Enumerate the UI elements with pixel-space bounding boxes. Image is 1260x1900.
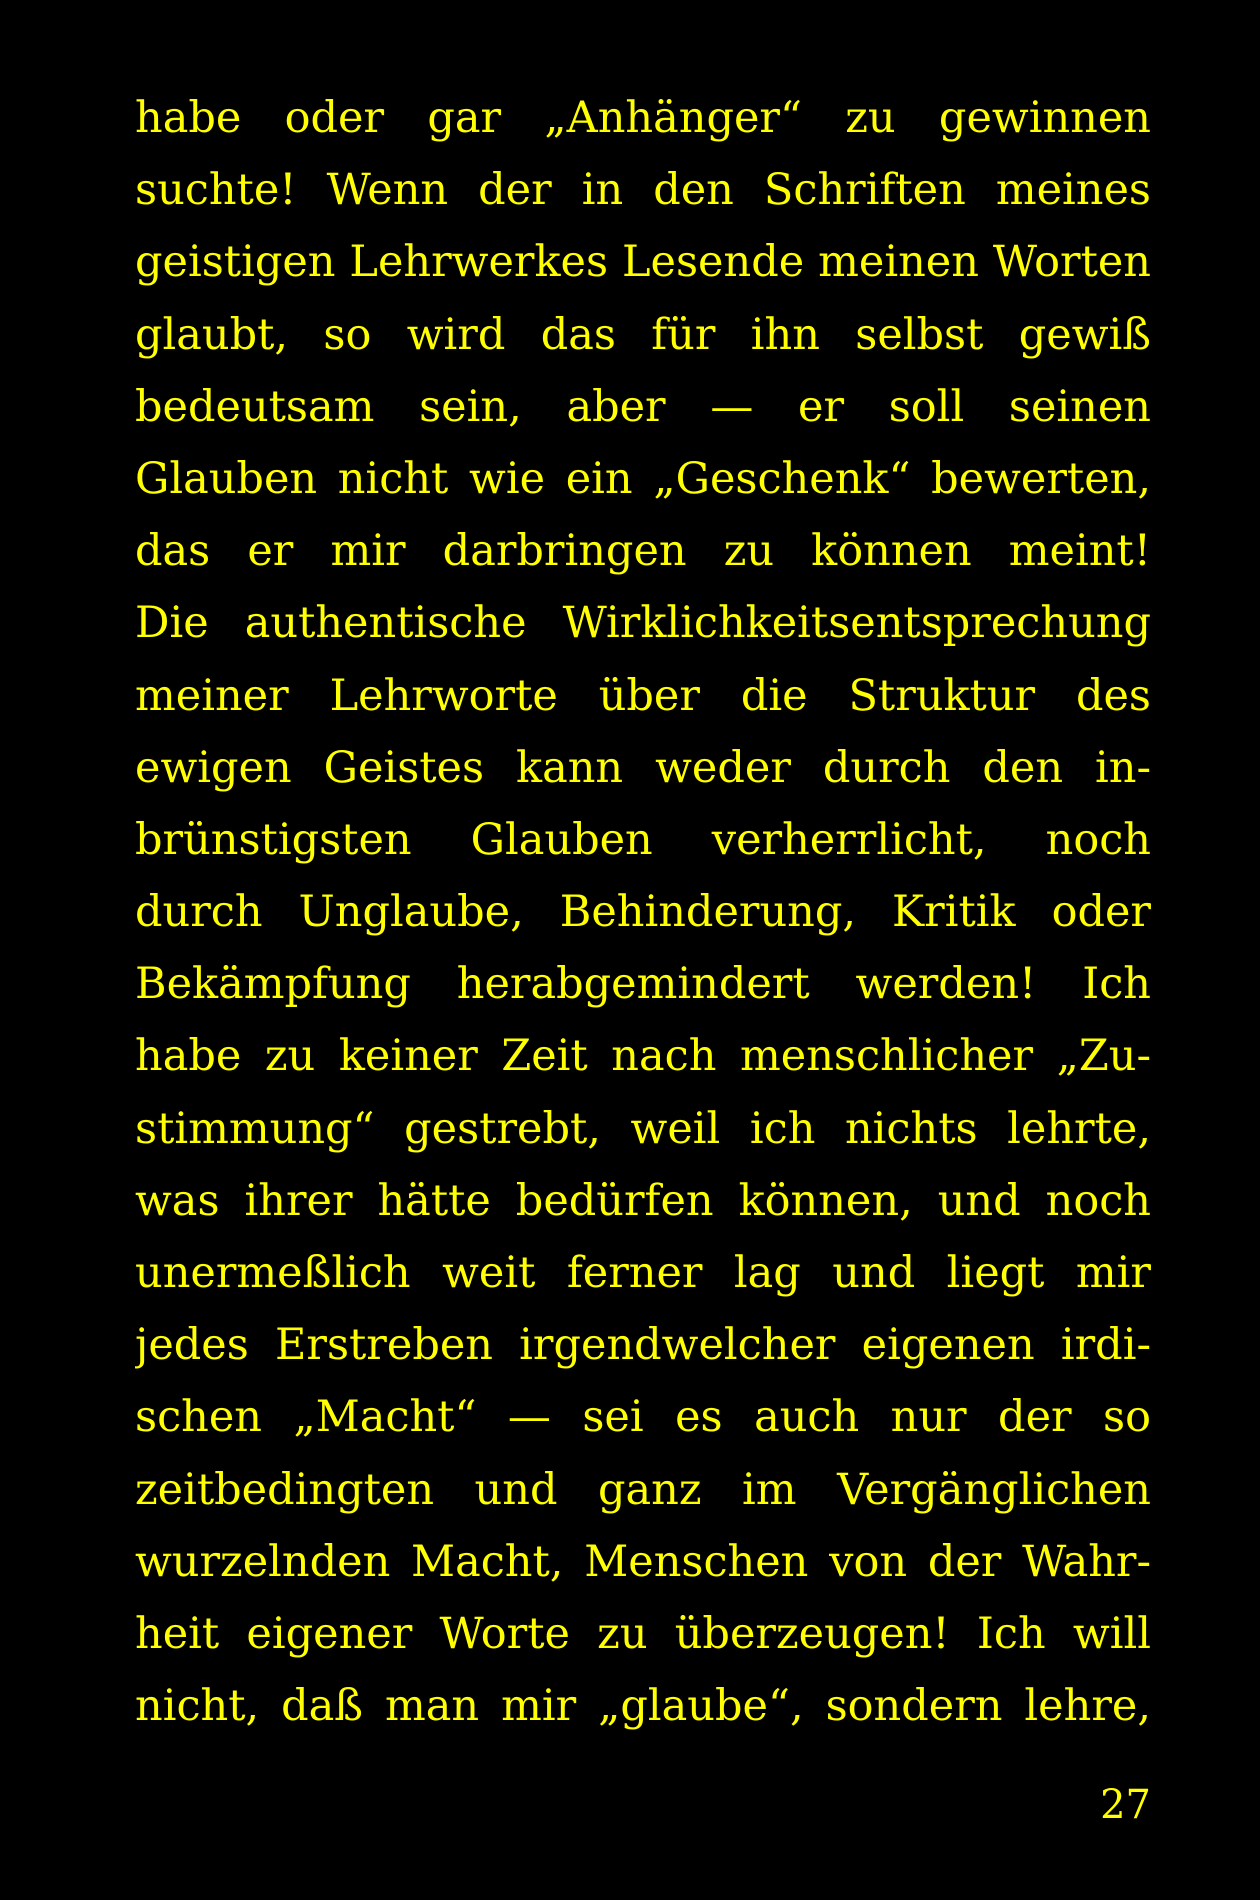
text-line: das er mir darbringen zu können meint! xyxy=(135,526,1151,577)
text-line: Glauben nicht wie ein „Geschenk“ bewerten, xyxy=(135,453,1151,504)
text-line: stimmung“ gestrebt, weil ich nichts lehrte, xyxy=(135,1103,1151,1154)
text-line: was ihrer hätte bedürfen können, und noch xyxy=(135,1175,1151,1226)
text-line: wurzelnden Macht, Menschen von der Wahr- xyxy=(135,1536,1151,1587)
text-line: brünstigsten Glauben verherrlicht, noch xyxy=(135,814,1151,865)
text-line: schen „Macht“ — sei es auch nur der so xyxy=(135,1392,1151,1443)
text-line: Bekämpfung herabgemindert werden! Ich xyxy=(135,959,1151,1010)
text-line: zeitbedingten und ganz im Vergänglichen xyxy=(135,1464,1151,1515)
text-line: glaubt, so wird das für ihn selbst gewiß xyxy=(135,309,1151,360)
page-number: 27 xyxy=(1100,1782,1151,1828)
body-text xyxy=(135,82,1151,1742)
text-line: Die authentische Wirklichkeitsentsprechung xyxy=(135,598,1151,649)
text-line: jedes Erstreben irgendwelcher eigenen irdi- xyxy=(135,1320,1151,1371)
text-line: geistigen Lehrwerkes Lesende meinen Worten xyxy=(135,237,1151,288)
text-line: heit eigener Worte zu überzeugen! Ich will xyxy=(135,1608,1151,1659)
text-line: meiner Lehrworte über die Struktur des xyxy=(135,670,1151,721)
text-line: suchte! Wenn der in den Schriften meines xyxy=(135,165,1151,216)
text-line: nicht, daß man mir „glaube“, sondern lehre, xyxy=(135,1681,1151,1732)
text-line: habe oder gar „Anhänger“ zu gewinnen xyxy=(135,93,1151,143)
text-line: bedeutsam sein, aber — er soll seinen xyxy=(135,381,1151,432)
text-line: habe zu keiner Zeit nach menschlicher „Zu- xyxy=(135,1031,1151,1082)
text-line: ewigen Geistes kann weder durch den in- xyxy=(135,742,1151,793)
text-line: unermeßlich weit ferner lag und liegt mir xyxy=(135,1248,1151,1298)
text-line: durch Unglaube, Behinderung, Kritik oder xyxy=(135,887,1151,938)
